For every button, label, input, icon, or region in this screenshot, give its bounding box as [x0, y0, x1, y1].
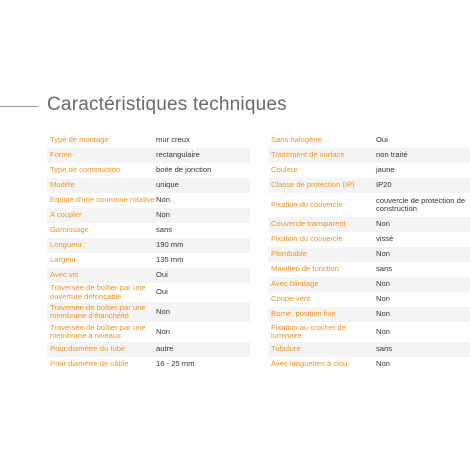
spec-value: Non	[156, 195, 170, 205]
spec-row	[268, 133, 470, 148]
specs-table-right	[268, 133, 470, 372]
spec-value: Non	[376, 359, 390, 369]
spec-row	[268, 247, 470, 262]
spec-label: Avec languettes à clou	[271, 359, 348, 369]
spec-label: Forme	[50, 150, 72, 160]
spec-label: Traversée de boîtier par une membrane à niveaux	[50, 322, 146, 340]
spec-row	[47, 178, 250, 193]
spec-row	[268, 148, 470, 163]
spec-value: Non	[376, 279, 390, 289]
spec-label: A coupler	[50, 210, 82, 220]
spec-value: Non	[376, 326, 390, 336]
specs-table-left	[47, 133, 250, 372]
spec-value: jaune	[376, 165, 395, 175]
spec-value: Non	[376, 294, 390, 304]
spec-row	[47, 357, 250, 372]
spec-label: Sans halogène	[271, 135, 322, 145]
spec-label: Avec blindage	[271, 279, 319, 289]
spec-row	[47, 133, 250, 148]
spec-value: 16 - 25 mm	[156, 359, 195, 369]
spec-value: sans	[376, 344, 393, 354]
spec-row	[47, 238, 250, 253]
spec-label: Traitement de surface	[271, 150, 345, 160]
spec-value: Non	[156, 326, 170, 336]
spec-label: Largeur	[50, 255, 77, 265]
spec-row	[47, 322, 250, 342]
spec-label: Traversée de boîtier par une ouverture défonçable	[50, 283, 146, 301]
spec-label: Plombable	[271, 249, 307, 259]
spec-value: mur creux	[156, 135, 190, 145]
spec-label: Avec vis	[50, 270, 79, 280]
spec-row	[268, 322, 470, 342]
spec-value: Non	[376, 309, 390, 319]
spec-value: IP20	[376, 180, 392, 190]
spec-value: sans	[376, 264, 393, 274]
spec-label: Fixation au crochet de luminaire	[271, 322, 346, 340]
spec-value: sans	[156, 225, 173, 235]
spec-row	[268, 342, 470, 357]
spec-value: Oui	[156, 287, 168, 297]
spec-label: Modèle	[50, 180, 75, 190]
spec-row	[47, 283, 250, 302]
spec-label: Garnissage	[50, 225, 89, 235]
spec-value: rectangulaire	[156, 150, 200, 160]
spec-label: Borne, position fixe	[271, 309, 336, 319]
spec-row	[47, 148, 250, 163]
spec-label: Couleur	[271, 165, 298, 175]
spec-value: Oui	[156, 270, 168, 280]
spec-row	[268, 307, 470, 322]
spec-row	[268, 292, 470, 307]
spec-row	[268, 163, 470, 178]
spec-row	[268, 277, 470, 292]
spec-label: Tubulure	[271, 344, 301, 354]
spec-label: Traversée de boîtier par une membrane d'étanchéité	[50, 302, 146, 320]
spec-label: Pour diamètre de câble	[50, 359, 129, 369]
spec-value: Non	[156, 306, 170, 316]
spec-value: autre	[156, 344, 174, 354]
spec-row	[47, 268, 250, 283]
spec-row	[47, 208, 250, 223]
spec-row	[268, 217, 470, 232]
spec-row	[47, 193, 250, 208]
title-rule	[0, 106, 38, 107]
spec-label: Coupe-vent	[271, 294, 311, 304]
spec-label: Maintien de fonction	[271, 264, 339, 274]
spec-value: non traité	[376, 150, 408, 160]
spec-value: boite de jonction	[156, 165, 212, 175]
page-title: Caractéristiques techniques	[47, 94, 287, 115]
spec-row	[268, 232, 470, 247]
spec-row	[47, 342, 250, 357]
spec-value: couvercle de protection de construction	[376, 195, 466, 213]
spec-label: Equipé d'une couronne rotative	[50, 195, 155, 205]
spec-row	[47, 302, 250, 322]
spec-value: 190 mm	[156, 240, 184, 250]
spec-value: Non	[376, 249, 390, 259]
spec-row	[268, 357, 470, 372]
spec-row	[47, 223, 250, 238]
spec-row	[268, 262, 470, 277]
spec-label: Pour diamètre du tube	[50, 344, 126, 354]
spec-value: Non	[156, 210, 170, 220]
spec-value: 135 mm	[156, 255, 184, 265]
spec-label: Longueur	[50, 240, 83, 250]
spec-row	[47, 163, 250, 178]
spec-label: Classe de protection (IP)	[271, 180, 355, 190]
spec-value: vissé	[376, 234, 394, 244]
spec-label: Type de construction	[50, 165, 121, 175]
spec-value: Oui	[376, 135, 388, 145]
spec-label: Couvercle transparent	[271, 219, 346, 229]
spec-value: Non	[376, 219, 390, 229]
spec-label: Fixation du couvercle	[271, 199, 343, 209]
spec-label: Fixation du couvercle	[271, 234, 343, 244]
spec-row	[47, 253, 250, 268]
spec-row	[268, 178, 470, 193]
spec-row	[268, 193, 470, 217]
spec-value: unique	[156, 180, 179, 190]
spec-label: Type de montage	[50, 135, 109, 145]
